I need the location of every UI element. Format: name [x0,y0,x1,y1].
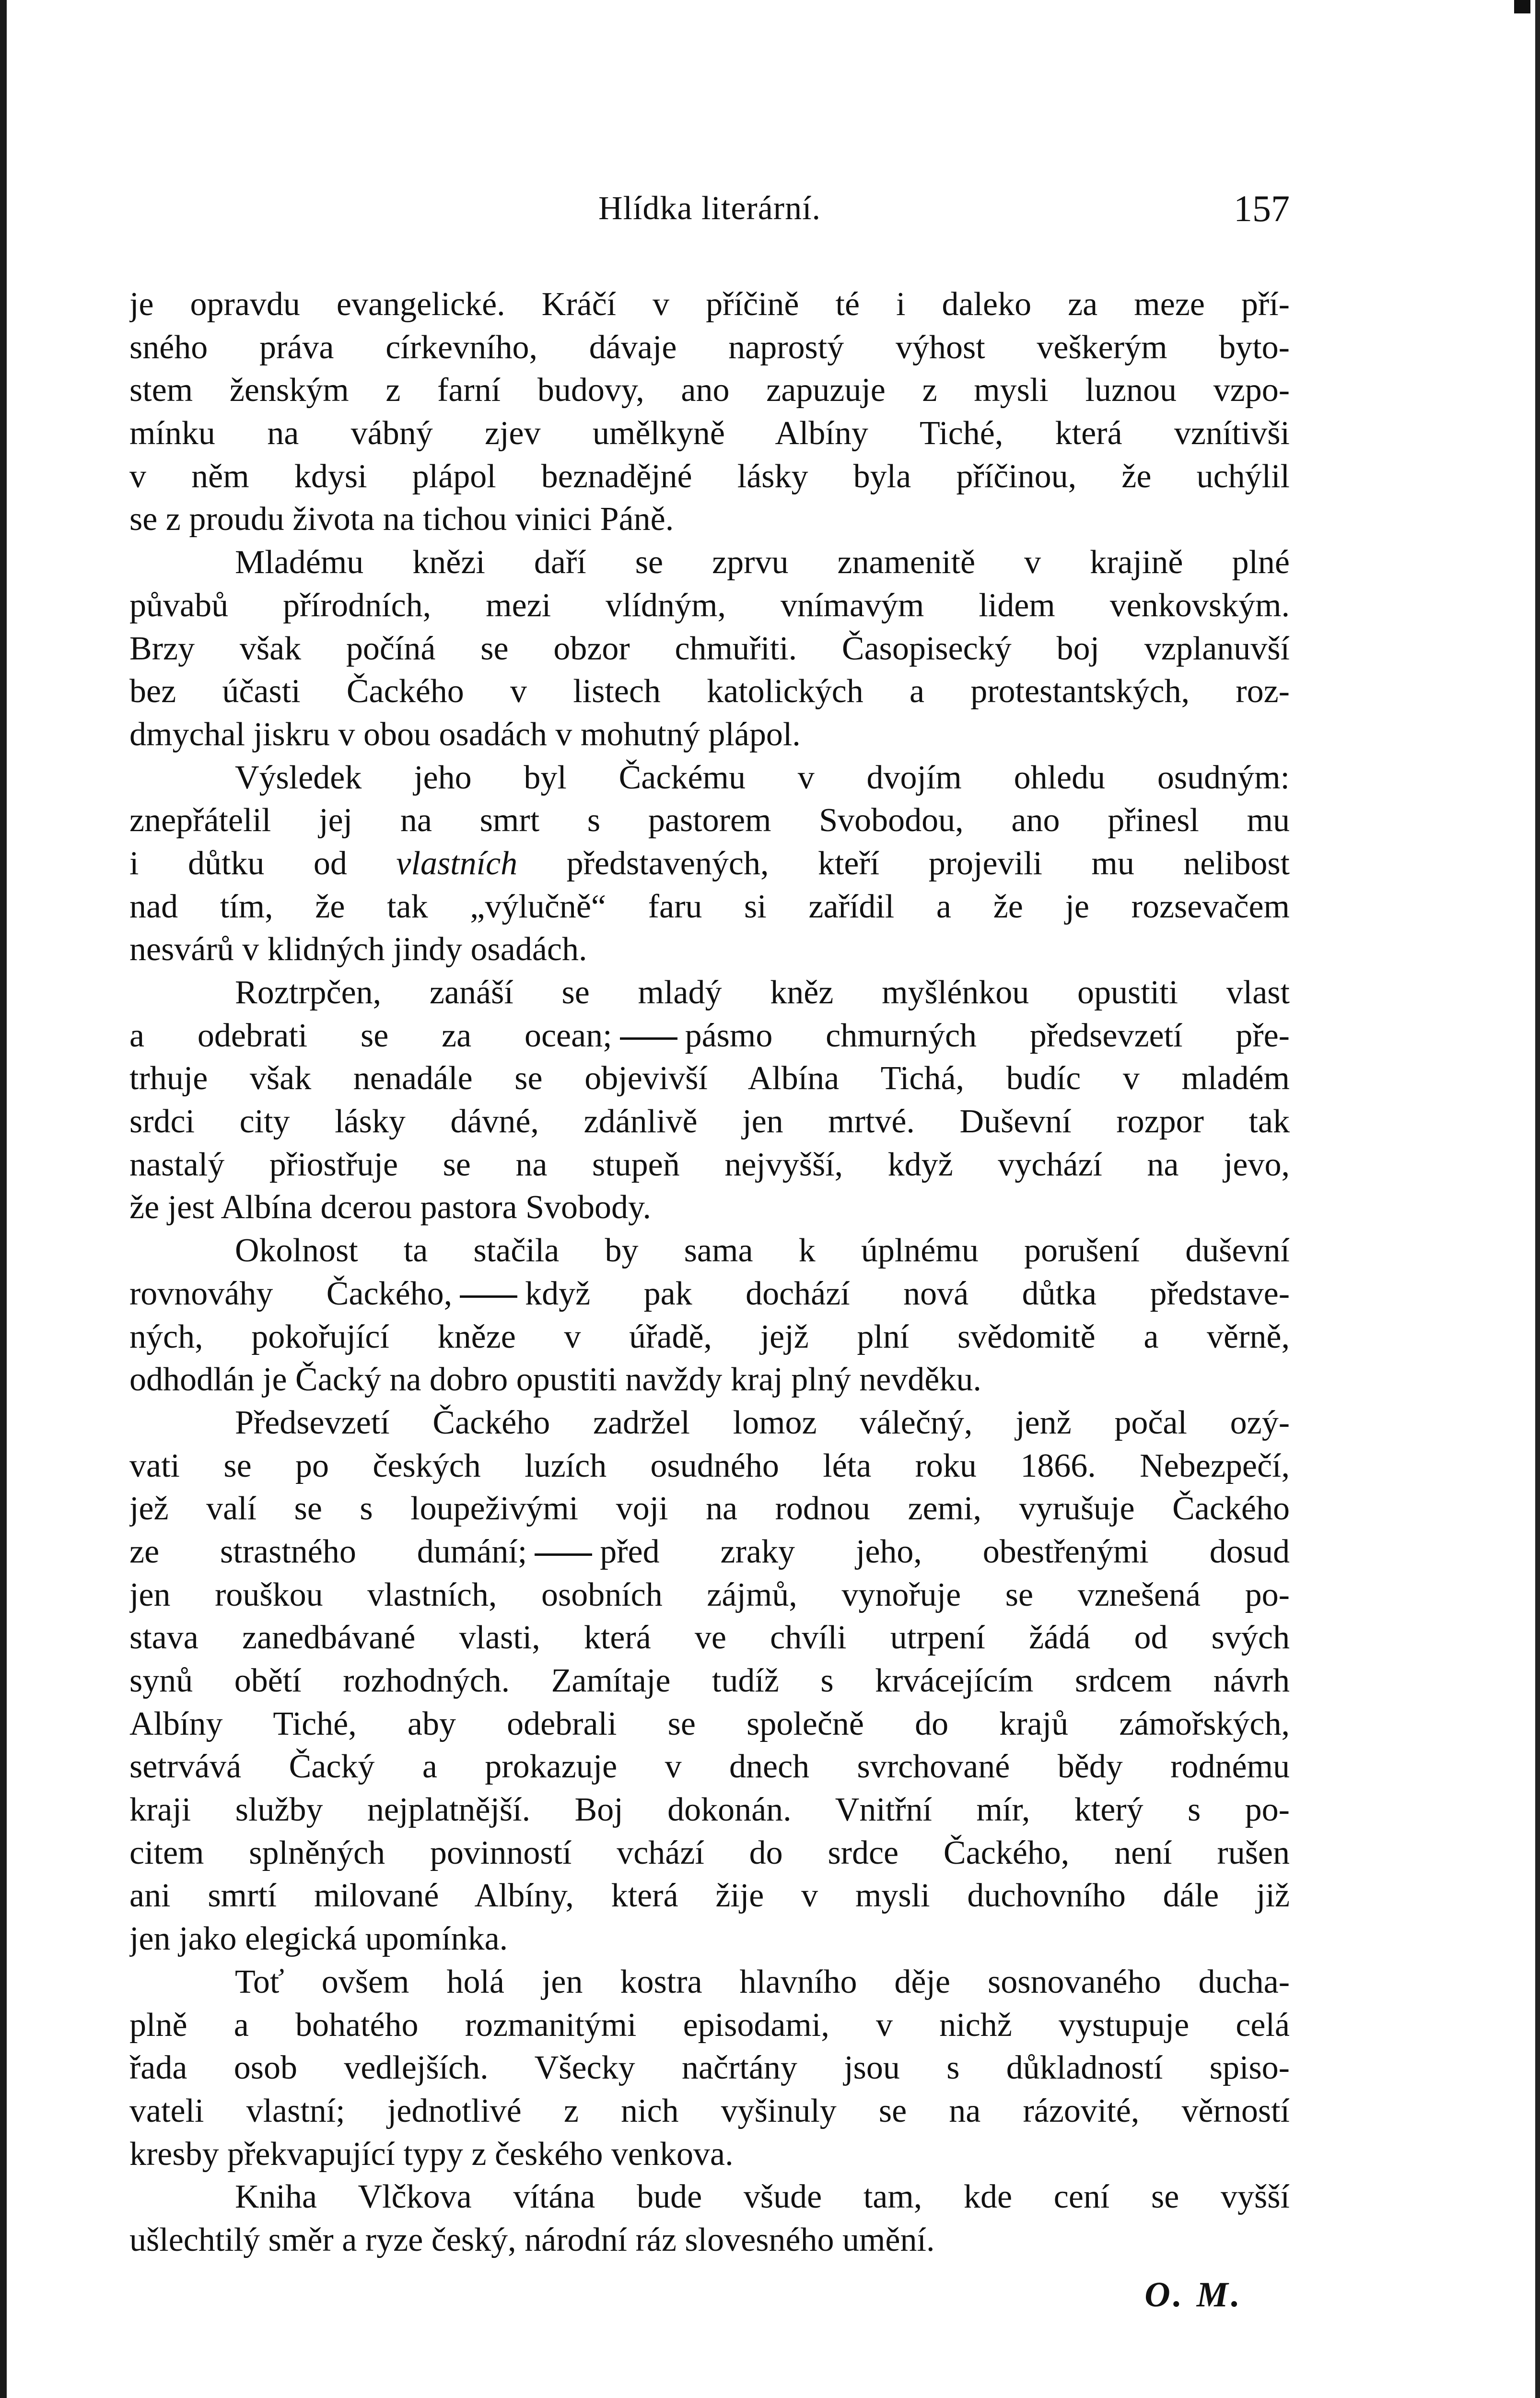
text-line: plně a bohatého rozmanitými episodami, v nichž vystupuje celá [129,2006,1290,2044]
text-line: Albíny Tiché, aby odebrali se společně do krajů zámořských, [129,1705,1290,1742]
text-line: odhodlán je Čacký na dobro opustiti navždy kraj plný nevděku. [129,1361,981,1399]
paragraph-start-line: Předsevzetí Čackého zadržel lomoz válečný, jenž počal ozý- [235,1404,1290,1441]
text-line: v něm kdysi plápol beznadějné lásky byla příčinou, že uchýlil [129,458,1290,495]
paragraph-start-line: Okolnost ta stačila by sama k úplnému porušení duševní [235,1232,1290,1270]
text-line: ušlechtilý směr a ryze český, národní ráz slovesného umění. [129,2221,935,2258]
text-line-with-italic [129,842,1290,885]
running-title: Hlídka literární. [598,190,821,227]
page-number: 157 [1234,188,1290,229]
author-signature: O. M. [1144,2275,1243,2315]
text-line: synů obětí rozhodných. Zamítaje tudíž s krvácejícím srdcem návrh [129,1662,1290,1699]
text-line: sného práva církevního, dávaje naprostý výhost veškerým byto- [129,329,1290,366]
text-line: bez účasti Čackého v listech katolických a protestantských, roz- [129,673,1290,710]
text-line: kresby překvapující typy z českého venkova. [129,2135,734,2173]
text-line: ani smrtí milované Albíny, která žije v mysli duchovního dále již [129,1877,1290,1915]
text-line-with-dash [129,1530,1290,1574]
text-line: dmychal jiskru v obou osadách v mohutný plápol. [129,716,801,753]
text-line: jen rouškou vlastních, osobních zájmů, vynořuje se vznešená po- [129,1576,1290,1613]
text-line: vateli vlastní; jednotlivé z nich vyšinuly se na rázovité, věrností [129,2092,1290,2129]
text-line: že jest Albína dcerou pastora Svobody. [129,1189,651,1226]
text-line: setrvává Čacký a prokazuje v dnech svrchované bědy rodnému [129,1748,1290,1786]
text-line: Brzy však počíná se obzor chmuřiti. Časopisecký boj vzplanuvší [129,630,1290,667]
line-segment: a odebrati se za ocean; [129,1017,612,1054]
text-line: citem splněných povinností vchází do srdce Čackého, není rušen [129,1834,1290,1871]
em-dash [620,1037,677,1040]
line-segment: když pak dochází nová důtka představe- [525,1275,1290,1312]
line-segment: pásmo chmurných předsevzetí pře- [685,1017,1290,1054]
text-line: řada osob vedlejších. Všecky načrtány jsou s důkladností spiso- [129,2049,1290,2087]
text-line: nesvárů v klidných jindy osadách. [129,931,587,968]
paragraph-start-line: Toť ovšem holá jen kostra hlavního děje sosnovaného ducha- [235,1963,1290,2000]
line-segment: ze strastného dumání; [129,1533,527,1570]
scan-left-edge [0,0,7,2398]
text-line: srdci city lásky dávné, zdánlivě jen mrtvé. Duševní rozpor tak [129,1103,1290,1140]
text-line: stem ženským z farní budovy, ano zapuzuje z mysli luznou vzpo- [129,372,1290,409]
text-line: nastalý přiostřuje se na stupeň nejvyšší, když vychází na jevo, [129,1146,1290,1183]
scan-right-edge [1535,0,1540,2398]
paragraph-start-line: Kniha Vlčkova vítána bude všude tam, kde cení se vyšší [235,2178,1290,2216]
text-line: se z proudu života na tichou vinici Páně. [129,501,674,538]
line-segment: představených, kteří projevili mu nelibost [566,845,1290,882]
text-line-with-dash [129,1272,1290,1316]
paragraph-start-line: Roztrpčen, zanáší se mladý kněz myšlénkou opustiti vlast [235,974,1290,1011]
italic-word: vlastních [396,845,518,882]
page-header [129,182,1290,235]
scan-corner-mark [1514,0,1530,13]
text-line: je opravdu evangelické. Kráčí v příčině té i daleko za meze pří- [129,286,1290,323]
em-dash [535,1553,592,1556]
text-line: jež valí se s loupeživými voji na rodnou zemi, vyrušuje Čackého [129,1490,1290,1528]
text-line: ných, pokořující kněze v úřadě, jejž plní svědomitě a věrně, [129,1318,1290,1355]
text-line: stava zanedbávané vlasti, která ve chvíli utrpení žádá od svých [129,1619,1290,1657]
text-line: jen jako elegická upomínka. [129,1920,508,1958]
paragraph-start-line: Výsledek jeho byl Čackému v dvojím ohledu osudným: [235,759,1290,796]
line-segment: před zraky jeho, obestřenými dosud [600,1533,1290,1570]
text-line-with-dash [129,1014,1290,1058]
text-line: půvabů přírodních, mezi vlídným, vnímavým lidem venkovským. [129,587,1290,624]
text-line: znepřátelil jej na smrt s pastorem Svobodou, ano přinesl mu [129,802,1290,839]
paragraph-start-line: Mladému knězi daří se zprvu znamenitě v krajině plné [235,544,1290,581]
line-segment: i důtku od [129,845,347,882]
text-line: trhuje však nenadále se objevivší Albína Tichá, budíc v mladém [129,1060,1290,1097]
line-segment: rovnováhy Čackého, [129,1275,453,1312]
text-line: vati se po českých luzích osudného léta roku 1866. Nebezpečí, [129,1447,1290,1484]
body-text [129,283,1290,2262]
text-line: kraji služby nejplatnější. Boj dokonán. Vnitřní mír, který s po- [129,1791,1290,1829]
em-dash [460,1295,517,1298]
text-line: mínku na vábný zjev umělkyně Albíny Tiché, která vznítivši [129,415,1290,452]
text-line: nad tím, že tak „výlučně“ faru si zařídil a že je rozsevačem [129,888,1290,925]
